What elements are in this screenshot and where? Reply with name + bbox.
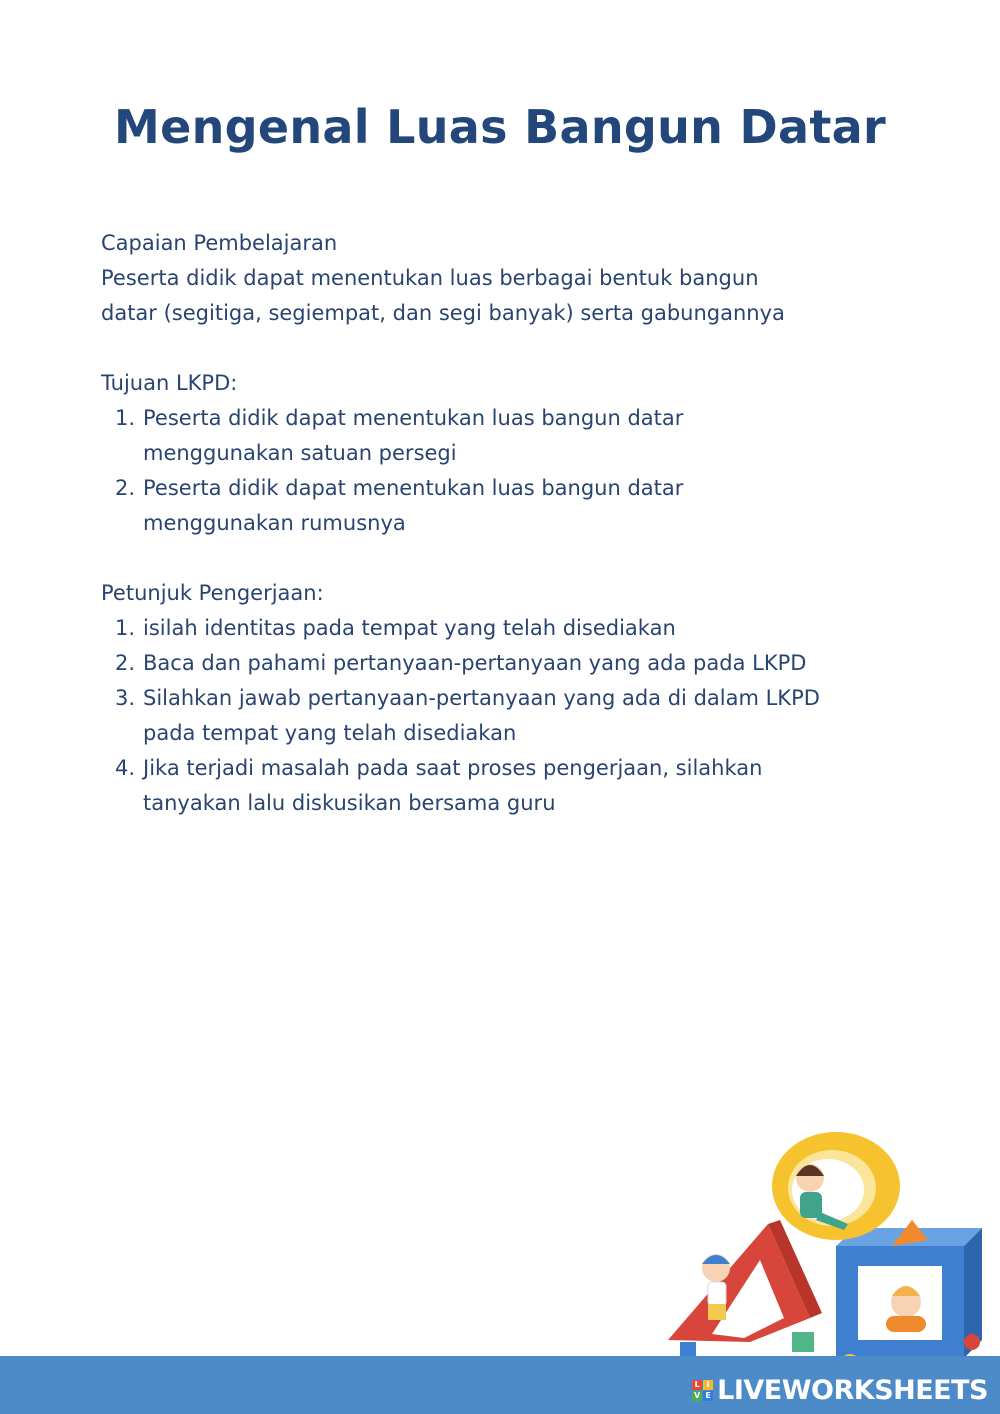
list-text: isilah identitas pada tempat yang telah disediakan xyxy=(143,616,676,640)
list-number: 2. xyxy=(115,476,136,500)
tujuan-heading: Tujuan LKPD: xyxy=(101,371,238,395)
page-title: Mengenal Luas Bangun Datar xyxy=(114,100,886,154)
list-item xyxy=(101,471,961,541)
liveworksheets-wordmark: LIVEWORKSHEETS xyxy=(717,1374,988,1406)
capaian-section xyxy=(101,226,961,331)
list-number: 1. xyxy=(115,616,136,640)
list-item xyxy=(101,611,961,646)
logo-letter: I xyxy=(703,1380,713,1390)
list-text: menggunakan satuan persegi xyxy=(143,441,457,465)
list-number: 3. xyxy=(115,686,136,710)
petunjuk-heading: Petunjuk Pengerjaan: xyxy=(101,581,324,605)
logo-letter: E xyxy=(703,1391,713,1401)
list-item xyxy=(101,681,961,751)
kids-shapes-illustration xyxy=(660,1128,990,1378)
worksheet-body xyxy=(101,226,961,856)
logo-letter: V xyxy=(694,1391,701,1400)
list-number: 4. xyxy=(115,756,136,780)
list-item xyxy=(101,401,961,471)
petunjuk-section xyxy=(101,576,961,821)
capaian-line: Peserta didik dapat menentukan luas berbagai bentuk bangun xyxy=(101,266,759,290)
petunjuk-list xyxy=(101,611,961,821)
list-item xyxy=(101,646,961,681)
capaian-heading: Capaian Pembelajaran xyxy=(101,231,338,255)
list-item xyxy=(101,751,961,821)
capaian-line: datar (segitiga, segiempat, dan segi banyak) serta gabungannya xyxy=(101,301,785,325)
logo-letter: L xyxy=(692,1380,702,1390)
list-text: menggunakan rumusnya xyxy=(143,511,406,535)
list-number: 1. xyxy=(115,406,136,430)
list-text: Silahkan jawab pertanyaan-pertanyaan yang ada di dalam LKPD xyxy=(143,686,820,710)
list-text: Jika terjadi masalah pada saat proses pengerjaan, silahkan xyxy=(143,756,763,780)
tujuan-section xyxy=(101,366,961,541)
list-text: Peserta didik dapat menentukan luas bangun datar xyxy=(143,406,684,430)
list-number: 2. xyxy=(115,651,136,675)
list-text: tanyakan lalu diskusikan bersama guru xyxy=(143,791,556,815)
tujuan-list xyxy=(101,401,961,541)
list-text: pada tempat yang telah disediakan xyxy=(143,721,517,745)
list-text: Peserta didik dapat menentukan luas bangun datar xyxy=(143,476,684,500)
liveworksheets-brand xyxy=(692,1372,988,1408)
list-text: Baca dan pahami pertanyaan-pertanyaan yang ada pada LKPD xyxy=(143,651,807,675)
liveworksheets-logo-icon xyxy=(692,1380,713,1401)
